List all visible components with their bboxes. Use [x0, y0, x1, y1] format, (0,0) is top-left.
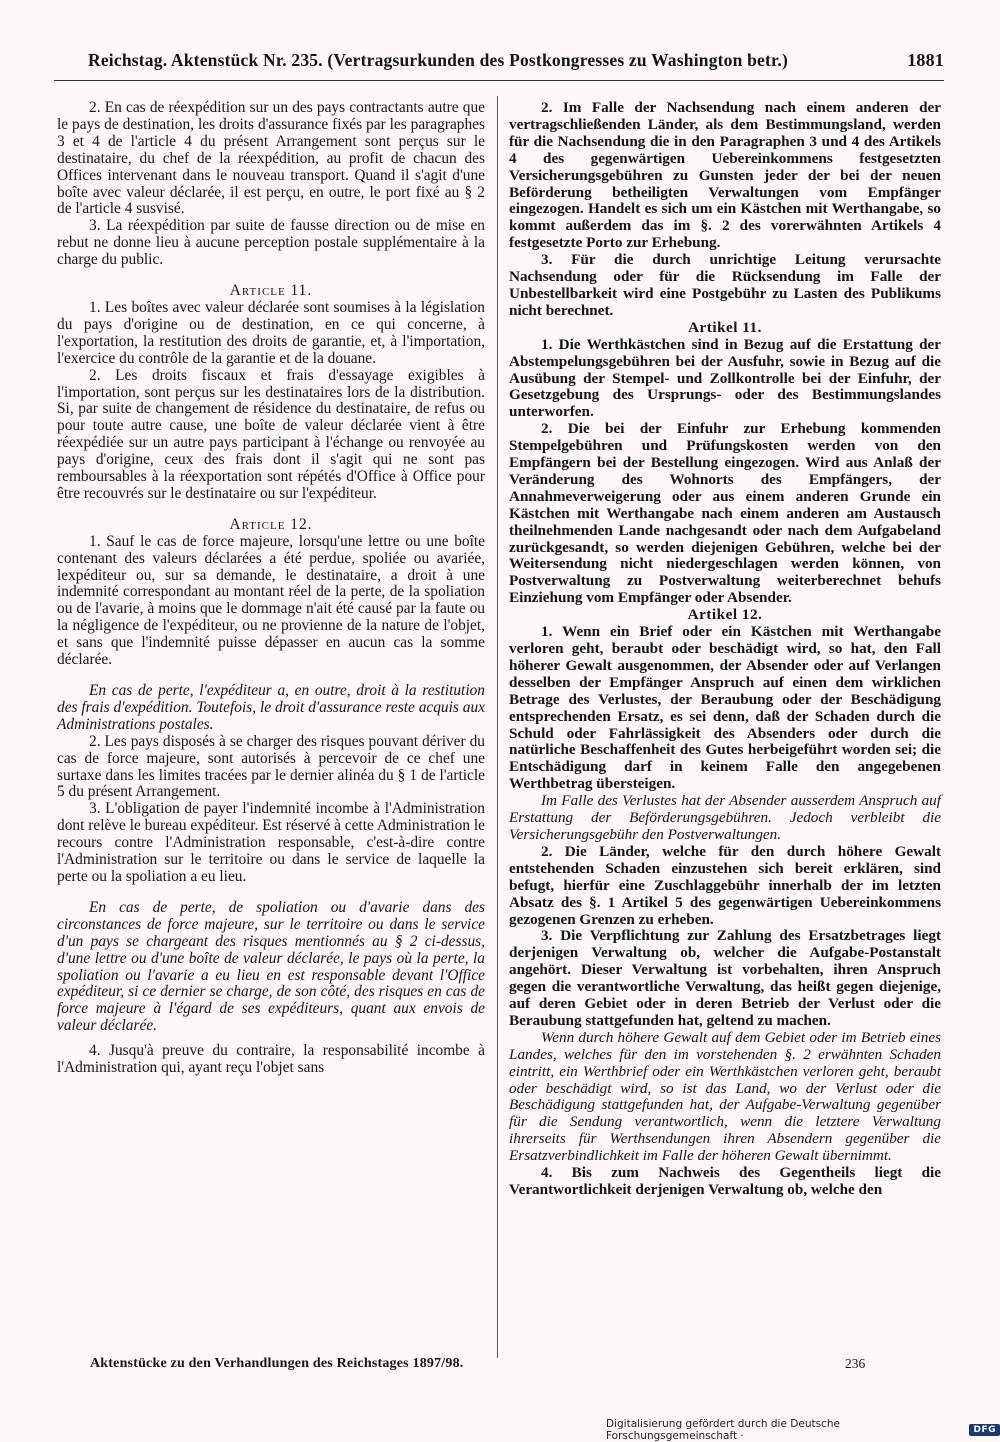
de-article-12-heading: Artikel 12. — [687, 606, 763, 624]
footer-sheet-number: 236 — [845, 1356, 866, 1371]
footer-source: Aktenstücke zu den Verhandlungen des Reichstages 1897/98. — [90, 1356, 464, 1371]
spacer — [57, 269, 485, 283]
de-paragraph: 3. Die Verpflichtung zur Zahlung des Ersatzbetrages liegt derjenigen Verwaltung ob, welcher die Aufgabe-Postanstalt angehört. Dieser Verwaltung ist vorbehalten, ihren Anspruch gegen die verantwortliche Verwaltung, das heißt gegen diejenige, auf deren Gebiet oder in deren Betrieb der Verlust oder die Beraubung stattgefunden hat, geltend zu machen. — [509, 927, 941, 1029]
header-rule — [54, 80, 944, 81]
fr-article-12-heading: Article 12. — [229, 515, 313, 533]
fr-paragraph: 2. Les pays disposés à se charger des risques pouvant dériver du cas de force majeure, sont autorisés à percevoir de ce chef une surtaxe dans les limites tracées par le dernier alinéa du § 1 de l'article 5 du présent Arrangement. — [57, 732, 485, 801]
de-italic-paragraph: Im Falle des Verlustes hat der Absender ausserdem Anspruch auf Erstattung der Beförderungsgebühren. Jedoch verbleibt die Versicherungsgebühr den Postverwaltungen. — [509, 792, 941, 843]
de-paragraph: 2. Im Falle der Nachsendung nach einem anderen der vertragschließenden Länder, als dem Bestimmungsland, werden für die Nachsendung die in den Paragraphen 3 und 4 des Artikels 4 des gegenwärtigen Uebereinkommens festgesetzten Versicherungsgebühren zu Gunsten jeder der bei der neuen Beförderung betheiligten Verwaltungen vom Empfänger eingezogen. Handelt es sich um ein Kästchen mit Werthangabe, so kommt außerdem das im §. 2 des vorerwähnten Artikels 4 festgesetzte Porto zur Erhebung. — [509, 99, 941, 252]
fr-italic-paragraph: En cas de perte, l'expéditeur a, en outre, droit à la restitution des frais d'expédition. Toutefois, le droit d'assurance reste acquis aux Administrations postales. — [57, 682, 485, 733]
spacer — [57, 503, 485, 517]
fr-article-11-heading: Article 11. — [229, 282, 313, 300]
french-column — [57, 100, 485, 1077]
header-title: Reichstag. Aktenstück Nr. 235. (Vertragsurkunden des Postkongresses zu Washington betr.) — [88, 50, 789, 70]
digitization-credit — [606, 1418, 1000, 1442]
credit-text: Digitalisierung gefördert durch die Deutsche Forschungsgemeinschaft · — [606, 1418, 840, 1442]
de-paragraph: 2. Die Länder, welche für den durch höhere Gewalt entstehenden Schaden einzustehen sich bereit erklären, sind befugt, hierfür eine Zuschlaggebühr innerhalb der im letzten Absatz des §. 1 Artikel 5 des gegenwärtigen Uebereinkommens gezogenen Grenzen zu erheben. — [509, 842, 941, 928]
dfg-logo-icon: DFG — [969, 1424, 1000, 1436]
page-header — [88, 50, 944, 71]
fr-paragraph: 2. En cas de réexpédition sur un des pays contractants autre que le pays de destination, les droits d'assurance fixés par les paragraphes 3 et 4 de l'article 4 du présent Arrangement sont perçus sur le destinataire, du chef de la réexpédition, au profit de chacun des Offices intervenant dans le nouveau transport. Quand il s'agit d'une boîte avec valeur déclarée, il est perçu, en outre, le port fixé au § 2 de l'article 4 susvisé. — [57, 99, 485, 218]
german-column — [509, 100, 941, 1199]
fr-italic-paragraph: En cas de perte, de spoliation ou d'avarie dans des circonstances de force majeure, sur le territoire ou dans le service d'un pays se chargeant des risques mentionnés au § 2 ci-dessus, d'une lettre ou d'une boîte de valeur déclarée, le pays où la perte, la spoliation ou l'avarie a eu lieu en est responsable devant l'Office expéditeur, si ce dernier se charge, de son côté, des risques en cas de force majeure à l'égard de ses expéditeurs, quant aux envois de valeur déclarée. — [57, 898, 485, 1035]
fr-paragraph: 2. Les droits fiscaux et frais d'essayage exigibles à l'importation, sont perçus sur les destinataires lors de la distribution. Si, par suite de changement de résidence du destinataire, de refus ou pour toute autre cause, une boîte de valeur déclarée vient à être réexpédiée sur un autre pays participant à l'échange ou renvoyée au pays d'origine, ceux des frais dont il s'agit qui ne sont pas remboursables à la réexportation sont répétés d'Office à Office pour être recouvrés sur le destinataire ou sur l'expéditeur. — [57, 366, 485, 502]
fr-paragraph: 3. La réexpédition par suite de fausse direction ou de mise en rebut ne donne lieu à aucune perception postale supplémentaire à la charge du public. — [57, 217, 485, 269]
de-paragraph: 3. Für die durch unrichtige Leitung verursachte Nachsendung oder für die Rücksendung im Falle der Unbestellbarkeit wird eine Postgebühr zu Lasten des Publikums nicht berechnet. — [509, 251, 941, 319]
de-paragraph: 4. Bis zum Nachweis des Gegentheils liegt die Verantwortlichkeit derjenigen Verwaltung ob, welche den — [509, 1164, 941, 1198]
de-paragraph: 1. Wenn ein Brief oder ein Kästchen mit Werthangabe verloren geht, beraubt oder beschädigt wird, so hat, den Fall höherer Gewalt ausgenommen, der Absender oder auf Verlangen desselben der Empfänger Anspruch auf einen dem wirklichen Betrage des Verlustes, der Beraubung oder der Beschädigung entsprechenden Ersatz, es sei denn, daß der Schaden durch die Schuld oder Fahrlässigkeit des Absenders oder durch die natürliche Beschaffenheit des Gutes herbeigeführt worden sei; die Entschädigung darf in keinem Falle den angegebenen Werthbetrag übersteigen. — [509, 623, 941, 793]
fr-paragraph: 1. Les boîtes avec valeur déclarée sont soumises à la législation du pays d'origine ou de destination, en ce qui concerne, à l'exportation, la restitution des droits de garantie, et, à l'importation, l'exercice du contrôle de la garantie et de la douane. — [57, 298, 485, 367]
spacer — [57, 669, 485, 683]
de-italic-paragraph: Wenn durch höhere Gewalt auf dem Gebiet oder im Betrieb eines Landes, welches für den im vorstehenden §. 2 erwähnten Schaden eintritt, ein Werthbrief oder ein Werthkästchen verloren geht, beraubt oder beschädigt wird, so ist das Land, wo der Verlust oder die Beschädigung stattgefunden hat, der Aufgabe-Verwaltung gegenüber für die Sendung verantwortlich, wenn die letztere Verwaltung ihrerseits für Werthsendungen ihren Absendern gegenüber die Ersatzverbindlichkeit im Falle der höheren Gewalt übernimmt. — [509, 1028, 941, 1165]
de-paragraph: 2. Die bei der Einfuhr zur Erhebung kommenden Stempelgebühren und Prüfungskosten werden von den Empfängern bei der Bestellung eingezogen. Wird aus Anlaß der Veränderung des Wohnorts des Empfängers, der Annahmeverweigerung oder aus einem anderen Grunde ein Kästchen mit Werthangabe nach einem anderen am Austausch theilnehmenden Lande nachgesandt oder nach dem Aufgabeland zurückgesandt, so werden diejenigen Gebühren, welche bei der Weitersendung nicht niedergeschlagen werden können, von Postverwaltung zu Postverwaltung weiterberechnet behufs Einziehung vom Empfänger oder Absender. — [509, 420, 941, 607]
de-article-11-heading: Artikel 11. — [688, 318, 762, 336]
fr-paragraph: 1. Sauf le cas de force majeure, lorsqu'une lettre ou une boîte contenant des valeurs déclarées a été perdue, spoliée ou avariée, lexpéditeur ou, sur sa demande, le destinataire, a droit à une indemnité correspondant au montant réel de la perte, de la spoliation ou de l'avarie, à moins que le dommage n'ait été causé par la faute ou la négligence de l'expéditeur, ou ne provienne de la nature de l'objet, et sans que l'indemnité puisse dépasser en aucun cas la somme déclarée. — [57, 532, 485, 669]
header-page-number: 1881 — [907, 50, 944, 70]
fr-paragraph: 4. Jusqu'à preuve du contraire, la responsabilité incombe à l'Administration qui, ayant reçu l'objet sans — [57, 1042, 485, 1077]
de-paragraph: 1. Die Werthkästchen sind in Bezug auf die Erstattung der Abstempelungsgebühren bei der Ausfuhr, sowie in Bezug auf die Ausübung der Stempel- und Zollkontrolle bei der Einfuhr, der Gesetzgebung des Ursprungs- oder des Bestimmungslandes unterworfen. — [509, 335, 941, 421]
spacer — [57, 886, 485, 900]
column-divider — [497, 96, 498, 1358]
fr-paragraph: 3. L'obligation de payer l'indemnité incombe à l'Administration dont relève le bureau expéditeur. Est réservé à cette Administration le recours contre l'Administration responsable, c'est-à-dire contre l'Administration sur le territoire ou dans le service de laquelle la perte ou la spoliation a eu lieu. — [57, 800, 485, 885]
